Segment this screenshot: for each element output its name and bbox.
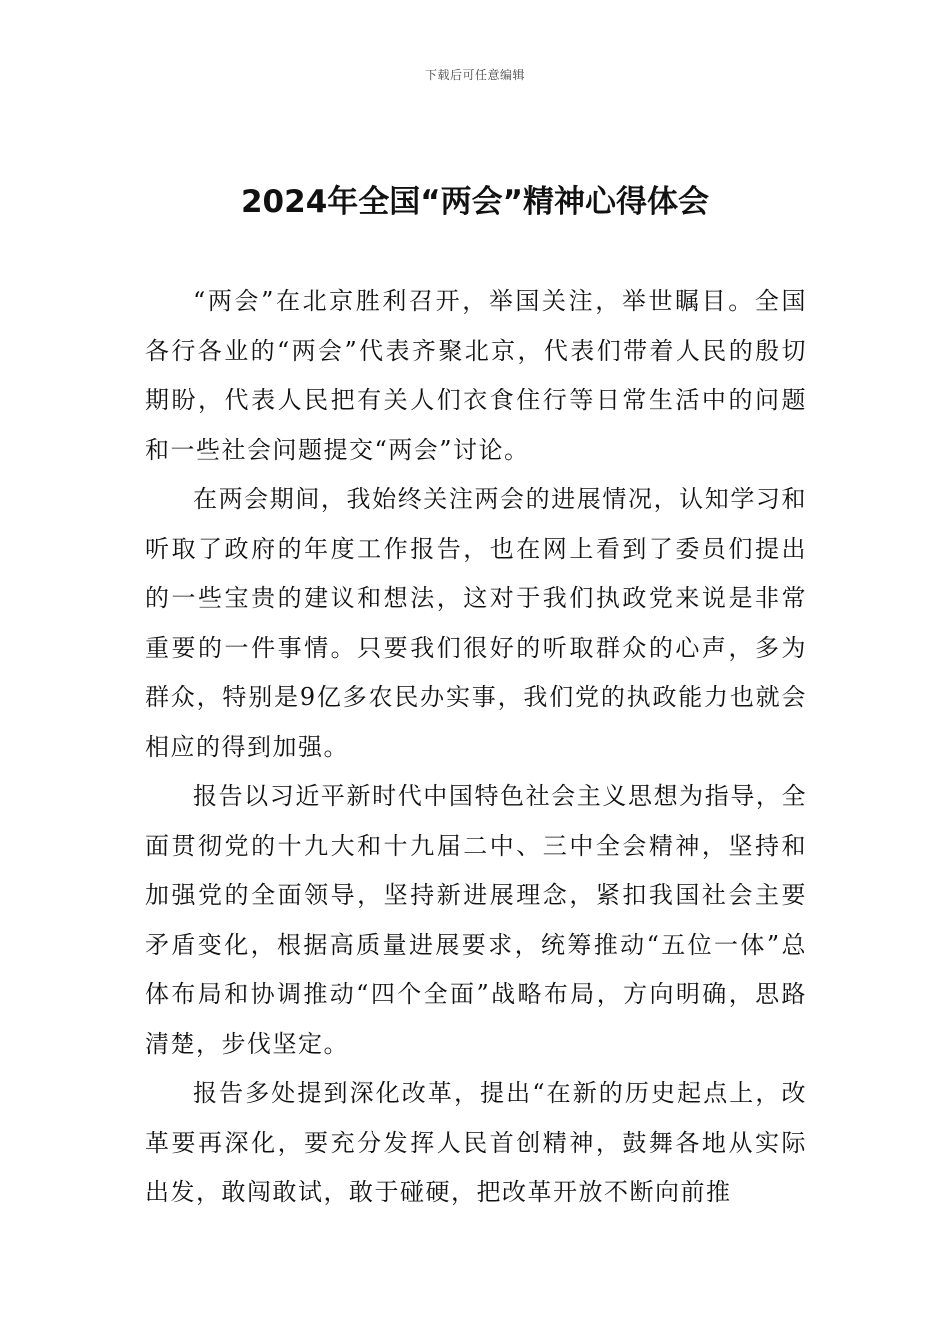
document-title: 2024年全国“两会”精神心得体会 (240, 184, 710, 220)
header-note: 下载后可任意编辑 (424, 68, 525, 82)
paragraph-1: “两会”在北京胜利召开，举国关注，举世瞩目。全国各行各业的“两会”代表齐聚北京，代表们带着人民的殷切期盼，代表人民把有关人们衣食住行等日常生活中的问题和一些社会问题提交“两会”讨论。 (145, 287, 807, 464)
paragraph-3: 报告以习近平新时代中国特色社会主义思想为指导，全面贯彻党的十九大和十九届二中、三中全会精神，坚持和加强党的全面领导，坚持新进展理念，紧扣我国社会主要矛盾变化，根据高质量进展要求，统筹推动“五位一体”总体布局和协调推动“四个全面”战略布局，方向明确，思路清楚，步伐坚定。 (145, 782, 807, 1058)
paragraph-4: 报告多处提到深化改革，提出“在新的历史起点上，改革要再深化，要充分发挥人民首创精神，鼓舞各地从实际出发，敢闯敢试，敢于碰硬，把改革开放不断向前推 (145, 1079, 807, 1206)
paragraph-2: 在两会期间，我始终关注两会的进展情况，认知学习和听取了政府的年度工作报告，也在网上看到了委员们提出的一些宝贵的建议和想法，这对于我们执政党来说是非常重要的一件事情。只要我们很好的听取群众的心声，多为群众，特别是9亿多农民办实事，我们党的执政能力也就会相应的得到加强。 (145, 485, 807, 761)
document-body (145, 277, 807, 1218)
